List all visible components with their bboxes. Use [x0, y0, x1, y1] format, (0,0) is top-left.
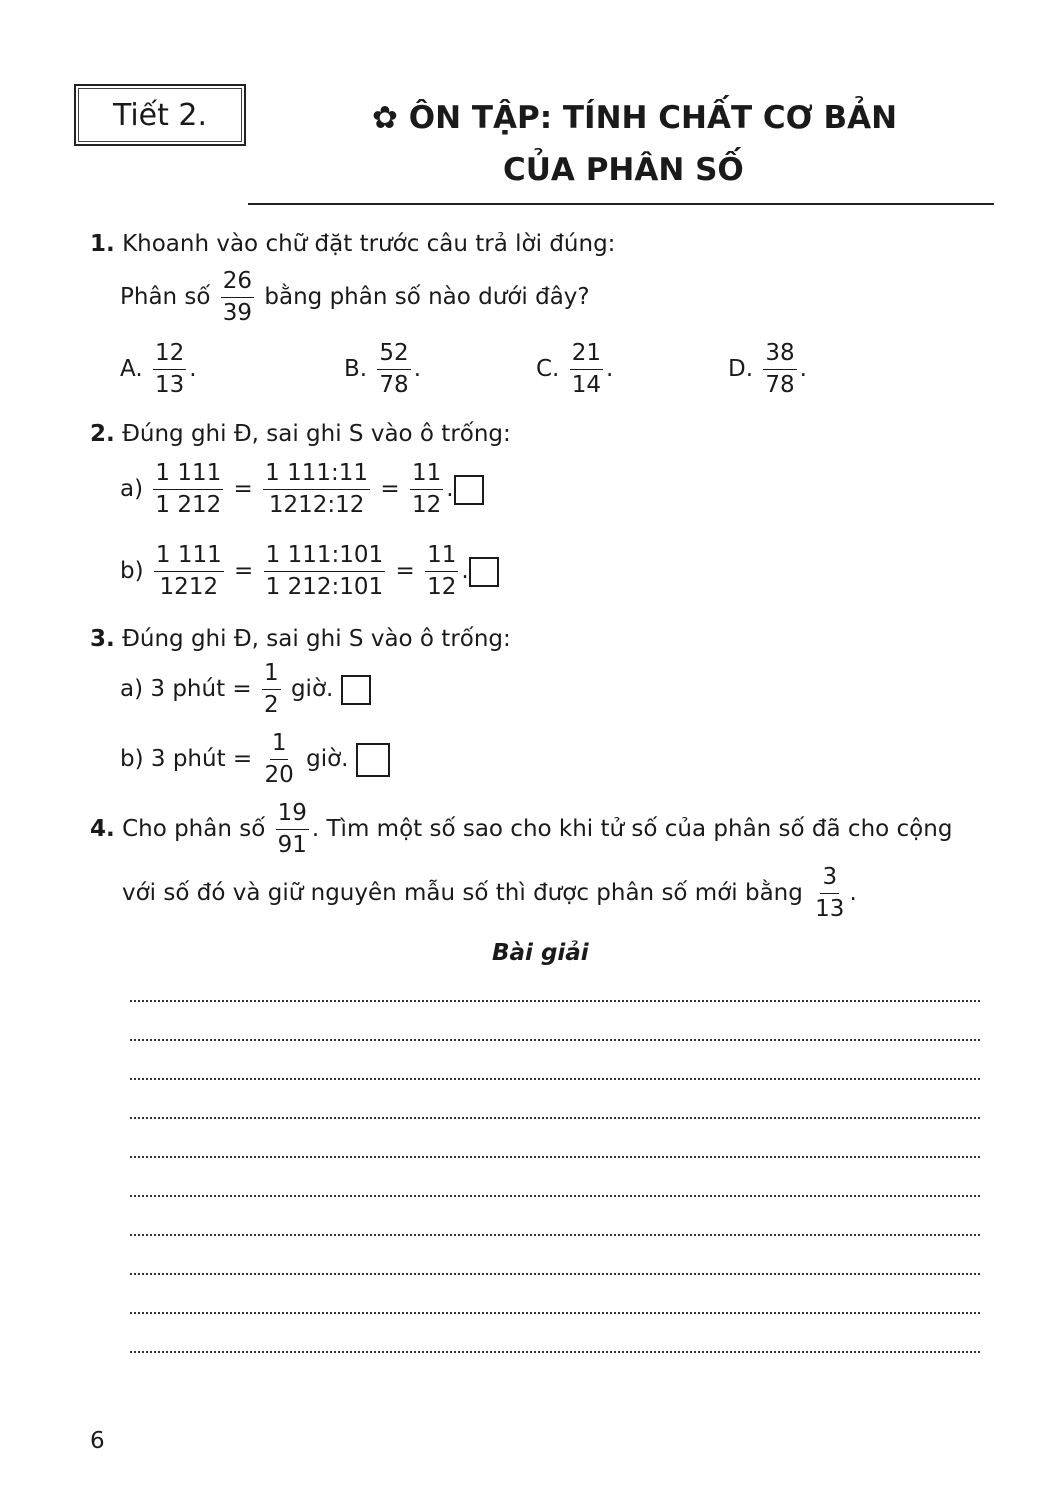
q1-option-d[interactable]: D. $\frac{38}{78}$ .	[728, 340, 807, 398]
answer-line[interactable]	[130, 1273, 980, 1275]
q4-line2: với số đó và giữ nguyên mẫu số thì được phân số mới bằng $\frac{3}{13}$ .	[122, 864, 857, 922]
q1-given-fraction: $\frac{26}{39}$	[222, 268, 253, 326]
q1-option-a[interactable]: A. $\frac{12}{13}$ .	[120, 340, 197, 398]
lesson-label: Tiết 2.	[112, 97, 208, 133]
solution-heading: Bài giải	[492, 940, 589, 966]
q3b-answer-box[interactable]	[356, 743, 390, 777]
answer-line[interactable]	[130, 1234, 980, 1236]
q1-option-c[interactable]: C. $\frac{21}{14}$ .	[536, 340, 614, 398]
answer-line[interactable]	[130, 1039, 980, 1041]
page-number: 6	[90, 1428, 105, 1454]
q3-prompt: 3. Đúng ghi Đ, sai ghi S vào ô trống:	[90, 626, 511, 652]
lesson-label-box	[74, 84, 246, 146]
page-title-line2: CỦA PHÂN SỐ	[503, 152, 744, 188]
q2-prompt: 2. Đúng ghi Đ, sai ghi S vào ô trống:	[90, 421, 511, 447]
q4-line1: 4. Cho phân số $\frac{19}{91}$ . Tìm một số sao cho khi tử số của phân số đã cho cộng	[90, 800, 953, 858]
answer-line[interactable]	[130, 1078, 980, 1080]
q2-item-a: a) $\frac{1 111}{1 212}$ = $\frac{1 111:11}{1212:12}$ = $\frac{11}{12}$ .	[120, 462, 484, 517]
q2-item-b: b) $\frac{1 111}{1212}$ = $\frac{1 111:101}{1 212:101}$ = $\frac{11}{12}$ .	[120, 544, 499, 599]
answer-line[interactable]	[130, 1000, 980, 1002]
q1-prompt: 1. Khoanh vào chữ đặt trước câu trả lời đúng:	[90, 231, 616, 257]
page-title-line1: ✿ ÔN TẬP: TÍNH CHẤT CƠ BẢN	[372, 100, 898, 136]
q3-item-b: b) 3 phút = $\frac{1}{20}$ giờ.	[120, 732, 390, 787]
answer-line[interactable]	[130, 1312, 980, 1314]
answer-line[interactable]	[130, 1351, 980, 1353]
q3-item-a: a) 3 phút = $\frac{1}{2}$ giờ.	[120, 662, 371, 717]
q2b-answer-box[interactable]	[469, 557, 499, 587]
q3a-answer-box[interactable]	[341, 675, 371, 705]
q1-question: Phân số $\frac{26}{39}$ bằng phân số nào dưới đây?	[120, 268, 590, 326]
answer-line[interactable]	[130, 1117, 980, 1119]
answer-line[interactable]	[130, 1156, 980, 1158]
title-underline	[248, 203, 994, 205]
q2a-answer-box[interactable]	[454, 475, 484, 505]
answer-line[interactable]	[130, 1195, 980, 1197]
q1-option-b[interactable]: B. $\frac{52}{78}$ .	[344, 340, 421, 398]
